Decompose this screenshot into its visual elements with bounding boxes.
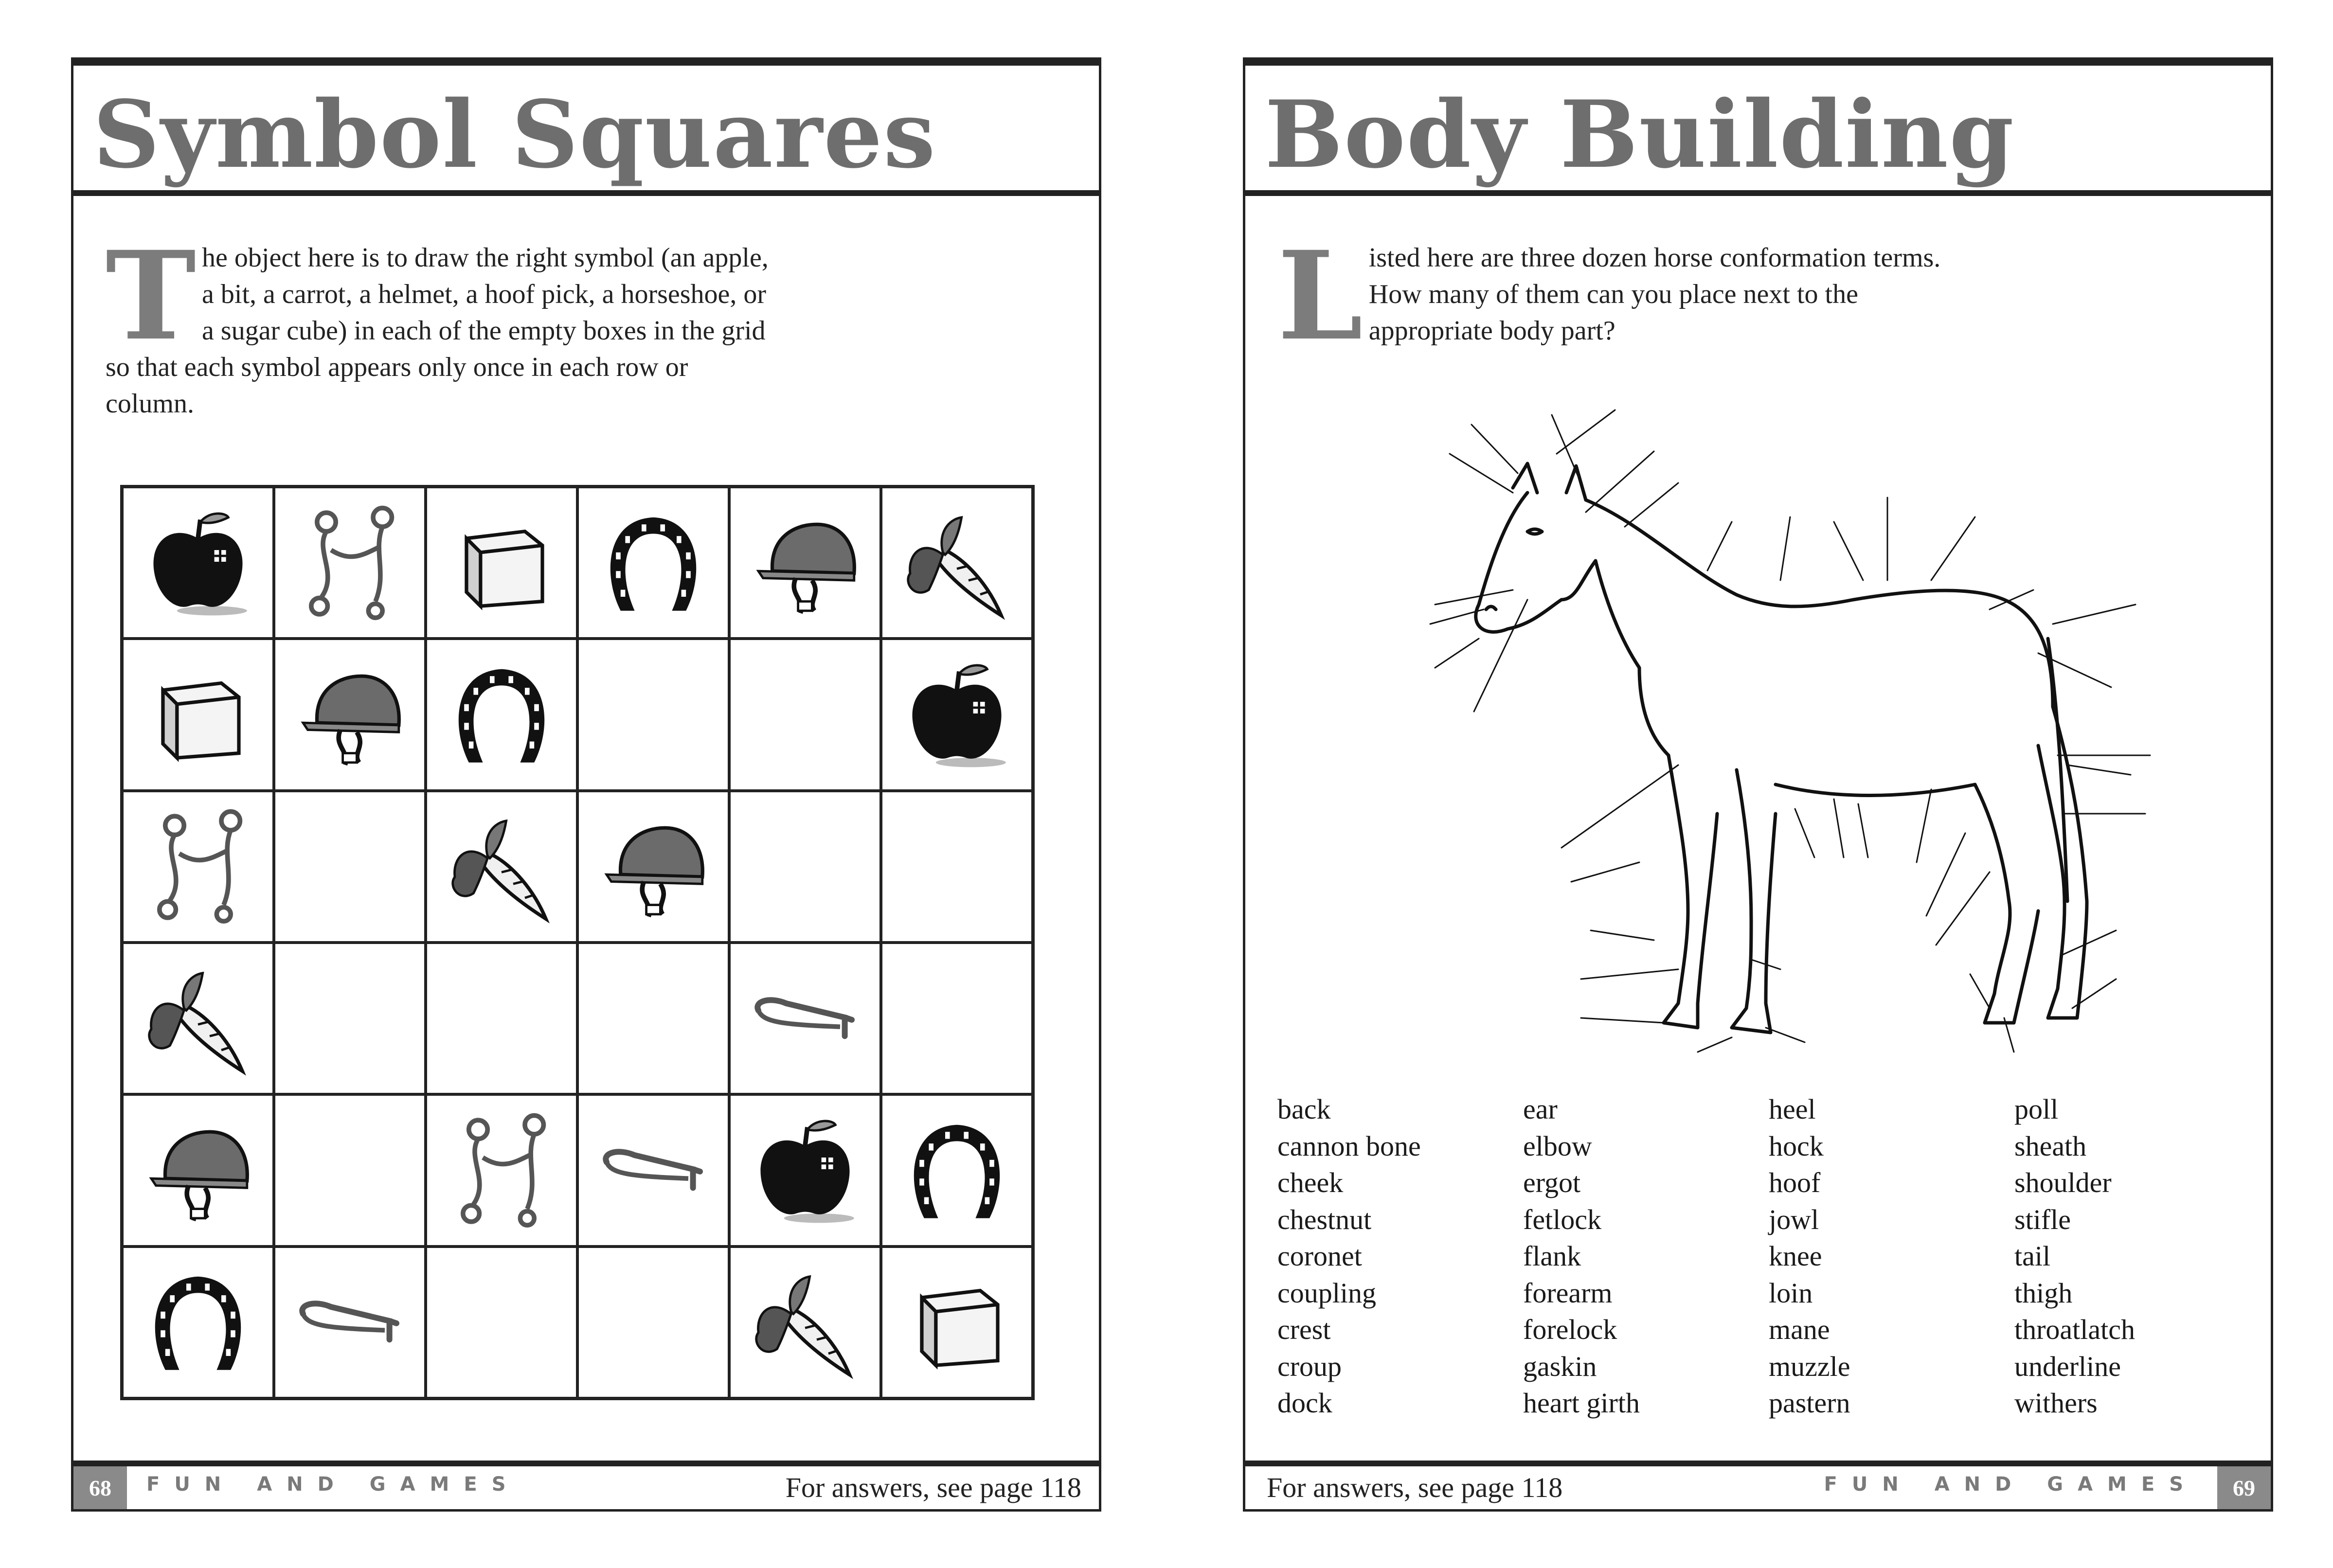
horseshoe-icon bbox=[898, 1111, 1015, 1230]
grid-cell-empty bbox=[274, 943, 426, 1094]
grid-cell-empty bbox=[881, 791, 1033, 943]
answers-note: For answers, see page 118 bbox=[1267, 1472, 1563, 1503]
grid-cell-horseshoe bbox=[577, 487, 729, 639]
term: crest bbox=[1277, 1314, 1331, 1345]
term: elbow bbox=[1523, 1130, 1592, 1162]
section-label: FUN AND GAMES bbox=[1824, 1473, 2198, 1496]
term: loin bbox=[1769, 1277, 1813, 1309]
term: ear bbox=[1523, 1093, 1558, 1125]
grid-cell-horseshoe bbox=[122, 1247, 274, 1398]
hoof-pick-icon bbox=[291, 1263, 408, 1382]
term: thigh bbox=[2014, 1277, 2073, 1309]
term: cheek bbox=[1277, 1167, 1344, 1198]
apple-icon bbox=[140, 503, 256, 623]
horseshoe-icon bbox=[140, 1263, 256, 1382]
carrot-icon bbox=[747, 1263, 863, 1382]
grid-cell-hoof-pick bbox=[729, 943, 881, 1094]
term: croup bbox=[1277, 1350, 1342, 1382]
grid-cell-carrot bbox=[122, 943, 274, 1094]
drop-cap: L bbox=[1277, 224, 1363, 367]
grid-cell-hoof-pick bbox=[274, 1247, 426, 1398]
term: dock bbox=[1277, 1387, 1332, 1419]
carrot-icon bbox=[140, 959, 256, 1078]
term: coronet bbox=[1277, 1240, 1362, 1272]
intro-paragraph bbox=[106, 224, 777, 422]
term-column bbox=[1769, 1091, 2014, 1422]
helmet-icon bbox=[595, 807, 712, 926]
grid-cell-empty bbox=[577, 639, 729, 790]
term: knee bbox=[1769, 1240, 1822, 1272]
intro-paragraph bbox=[1277, 224, 1958, 367]
term: coupling bbox=[1277, 1277, 1376, 1309]
term: hock bbox=[1769, 1130, 1824, 1162]
helmet-icon bbox=[747, 503, 863, 623]
term: sheath bbox=[2014, 1130, 2087, 1162]
term: cannon bone bbox=[1277, 1130, 1421, 1162]
grid-cell-horseshoe bbox=[881, 1094, 1033, 1246]
hoof-pick-icon bbox=[747, 959, 863, 1078]
apple-icon bbox=[747, 1111, 863, 1230]
term: hoof bbox=[1769, 1167, 1821, 1198]
symbol-grid bbox=[120, 485, 1035, 1400]
grid-cell-empty bbox=[274, 791, 426, 943]
term: throatlatch bbox=[2014, 1314, 2136, 1345]
term: forelock bbox=[1523, 1314, 1617, 1345]
page-footer bbox=[73, 1461, 1099, 1509]
grid-cell-helmet bbox=[274, 639, 426, 790]
term: back bbox=[1277, 1093, 1331, 1125]
grid-cell-carrot bbox=[426, 791, 577, 943]
grid-cell-empty bbox=[426, 943, 577, 1094]
sugar-cube-icon bbox=[443, 503, 560, 623]
grid-cell-sugar-cube bbox=[881, 1247, 1033, 1398]
intro-text: isted here are three dozen horse conformation terms. How many of them can you place next to the appropriate body part? bbox=[1368, 243, 1941, 346]
term: chestnut bbox=[1277, 1203, 1372, 1235]
page-footer bbox=[1245, 1461, 2271, 1509]
grid-cell-empty bbox=[577, 1247, 729, 1398]
grid-cell-carrot bbox=[881, 487, 1033, 639]
term-list bbox=[1277, 1091, 2231, 1422]
carrot-icon bbox=[443, 807, 560, 926]
term: ergot bbox=[1523, 1167, 1581, 1198]
term: forearm bbox=[1523, 1277, 1613, 1309]
term: withers bbox=[2014, 1387, 2098, 1419]
term: gaskin bbox=[1523, 1350, 1597, 1382]
term: underline bbox=[2014, 1350, 2121, 1382]
grid-cell-apple bbox=[729, 1094, 881, 1246]
term-column bbox=[1523, 1091, 1769, 1422]
page-title: Body Building bbox=[1265, 80, 2015, 189]
sugar-cube-icon bbox=[140, 655, 256, 774]
term: muzzle bbox=[1769, 1350, 1850, 1382]
title-bar bbox=[1245, 60, 2271, 196]
grid-cell-empty bbox=[577, 943, 729, 1094]
grid-cell-apple bbox=[122, 487, 274, 639]
term: heel bbox=[1769, 1093, 1816, 1125]
grid-cell-hoof-pick bbox=[577, 1094, 729, 1246]
term: jowl bbox=[1769, 1203, 1819, 1235]
term: flank bbox=[1523, 1240, 1581, 1272]
grid-cell-helmet bbox=[577, 791, 729, 943]
horseshoe-icon bbox=[595, 503, 712, 623]
title-bar bbox=[73, 60, 1099, 196]
grid-cell-empty bbox=[426, 1247, 577, 1398]
intro-text: he object here is to draw the right symbol (an apple, a bit, a carrot, a helmet, a hoof pick, a horseshoe, or a sugar cube) in each of the empty boxes in the grid so that each symbol appears only once in each row or column. bbox=[106, 243, 769, 419]
term: stifle bbox=[2014, 1203, 2071, 1235]
term: shoulder bbox=[2014, 1167, 2112, 1198]
grid-cell-bit bbox=[122, 791, 274, 943]
page-title: Symbol Squares bbox=[93, 80, 936, 189]
term: heart girth bbox=[1523, 1387, 1640, 1419]
grid-cell-carrot bbox=[729, 1247, 881, 1398]
helmet-icon bbox=[291, 655, 408, 774]
grid-cell-helmet bbox=[122, 1094, 274, 1246]
term: tail bbox=[2014, 1240, 2051, 1272]
right-page bbox=[1243, 57, 2273, 1512]
apple-icon bbox=[898, 655, 1015, 774]
left-page bbox=[71, 57, 1101, 1512]
term: poll bbox=[2014, 1093, 2059, 1125]
grid-cell-apple bbox=[881, 639, 1033, 790]
grid-cell-empty bbox=[729, 791, 881, 943]
page-number: 69 bbox=[2217, 1466, 2271, 1509]
helmet-icon bbox=[140, 1111, 256, 1230]
answers-note: For answers, see page 118 bbox=[785, 1472, 1081, 1503]
page-number: 68 bbox=[73, 1466, 127, 1509]
horse-diagram bbox=[1367, 395, 2194, 1135]
sugar-cube-icon bbox=[898, 1263, 1015, 1382]
grid-cell-horseshoe bbox=[426, 639, 577, 790]
grid-cell-bit bbox=[274, 487, 426, 639]
hoof-pick-icon bbox=[595, 1111, 712, 1230]
grid-cell-sugar-cube bbox=[426, 487, 577, 639]
bit-icon bbox=[291, 503, 408, 623]
term: fetlock bbox=[1523, 1203, 1602, 1235]
grid-cell-empty bbox=[729, 639, 881, 790]
grid-cell-empty bbox=[881, 943, 1033, 1094]
term: mane bbox=[1769, 1314, 1830, 1345]
bit-icon bbox=[443, 1111, 560, 1230]
term-column bbox=[2014, 1091, 2260, 1422]
term-column bbox=[1277, 1091, 1523, 1422]
carrot-icon bbox=[898, 503, 1015, 623]
drop-cap: T bbox=[106, 224, 197, 367]
term: pastern bbox=[1769, 1387, 1850, 1419]
grid-cell-empty bbox=[274, 1094, 426, 1246]
horseshoe-icon bbox=[443, 655, 560, 774]
grid-cell-helmet bbox=[729, 487, 881, 639]
section-label: FUN AND GAMES bbox=[146, 1473, 520, 1496]
grid-cell-sugar-cube bbox=[122, 639, 274, 790]
bit-icon bbox=[140, 807, 256, 926]
grid-cell-bit bbox=[426, 1094, 577, 1246]
